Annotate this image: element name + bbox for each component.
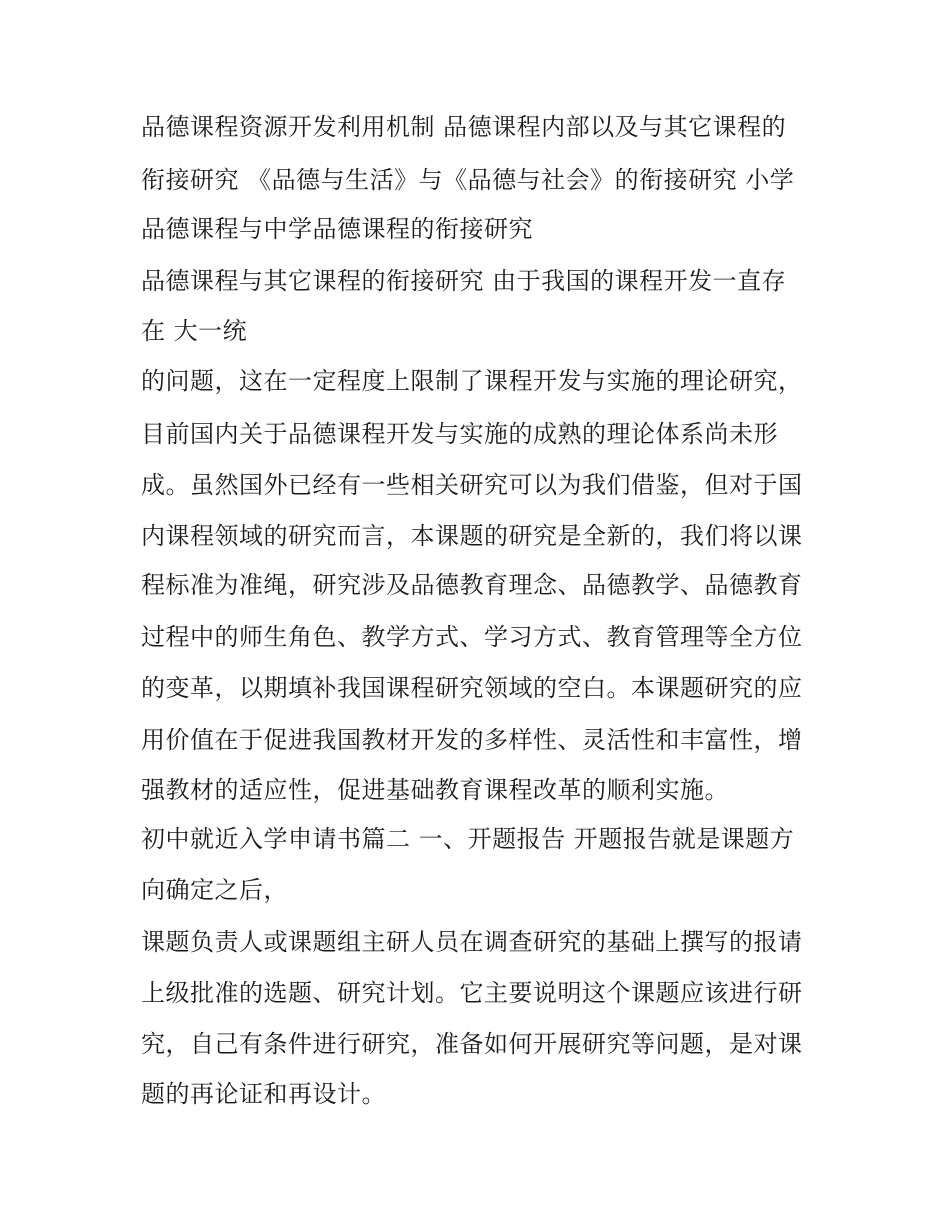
text-line-5: 在 大一统 — [141, 317, 248, 345]
text-line-8: 成。虽然国外已经有一些相关研究可以为我们借鉴，但对于国 — [141, 471, 803, 499]
text-line-11: 过程中的师生角色、教学方式、学习方式、教育管理等全方位 — [141, 623, 803, 651]
text-line-14: 强教材的适应性，促进基础教育课程改革的顺利实施。 — [141, 776, 729, 804]
text-line-4: 品德课程与其它课程的衔接研究 由于我国的课程开发一直存 — [141, 267, 787, 295]
text-line-20: 题的再论证和再设计。 — [141, 1080, 386, 1108]
text-line-15: 初中就近入学申请书篇二 一、开题报告 开题报告就是课题方 — [141, 825, 795, 853]
text-line-2: 衔接研究 《品德与生活》与《品德与社会》的衔接研究 小学 — [141, 166, 795, 194]
text-line-1: 品德课程资源开发利用机制 品德课程内部以及与其它课程的 — [141, 113, 787, 141]
text-line-7: 目前国内关于品德课程开发与实施的成熟的理论体系尚未形 — [141, 420, 778, 448]
text-line-17: 课题负责人或课题组主研人员在调查研究的基础上撰写的报请 — [141, 928, 803, 956]
text-line-18: 上级批准的选题、研究计划。它主要说明这个课题应该进行研 — [141, 979, 803, 1007]
text-line-6: 的问题，这在一定程度上限制了课程开发与实施的理论研究， — [141, 367, 803, 395]
text-line-13: 用价值在于促进我国教材开发的多样性、灵活性和丰富性，增 — [141, 726, 803, 754]
text-line-12: 的变革，以期填补我国课程研究领域的空白。本课题研究的应 — [141, 674, 803, 702]
text-line-3: 品德课程与中学品德课程的衔接研究 — [141, 215, 533, 243]
text-line-9: 内课程领域的研究而言，本课题的研究是全新的，我们将以课 — [141, 522, 803, 550]
text-line-10: 程标准为准绳，研究涉及品德教育理念、品德教学、品德教育 — [141, 571, 803, 599]
text-line-16: 向确定之后， — [141, 876, 288, 904]
text-line-19: 究，自己有条件进行研究，准备如何开展研究等问题，是对课 — [141, 1030, 803, 1058]
